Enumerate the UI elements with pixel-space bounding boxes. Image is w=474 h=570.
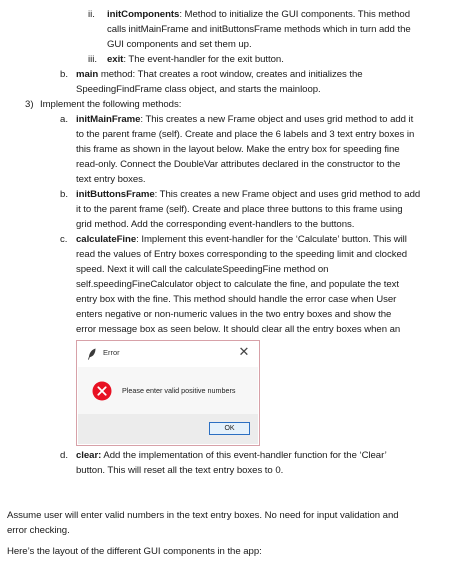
assumption-line-2: error checking. bbox=[7, 525, 70, 536]
dialog-body bbox=[78, 367, 258, 415]
item-ii-marker: ii. bbox=[88, 9, 95, 20]
item-b-main-line-2: SpeedingFindFrame class object, and starts the mainloop. bbox=[76, 84, 321, 95]
item-b-main-term: main bbox=[76, 69, 99, 80]
item-b-buttons-text-1: : This creates a new Frame object and uses grid method to add bbox=[154, 189, 421, 200]
item-c-term: calculateFine bbox=[76, 234, 137, 245]
item-iii-term: exit bbox=[107, 54, 124, 65]
item-d-marker: d. bbox=[60, 450, 69, 461]
item-c-line-6: enters negative or non-numeric values in the two entry boxes and show the bbox=[76, 309, 392, 320]
item-iii-text-1: : The event-handler for the exit button. bbox=[123, 54, 284, 65]
item-d-line-2: button. This will reset all the text entry boxes to 0. bbox=[76, 465, 284, 476]
item-a-marker: a. bbox=[60, 114, 69, 125]
item-b-main-text-1: method: That creates a root window, creates and initializes the bbox=[98, 69, 363, 80]
item-b-main-line-1 bbox=[76, 68, 363, 83]
item-ii-line-2: calls initMainFrame and initButtonsFrame methods which in turn add the bbox=[107, 24, 411, 35]
item-b-main-marker: b. bbox=[60, 69, 69, 80]
close-icon[interactable]: ✕ bbox=[238, 344, 250, 359]
dialog-message: Please enter valid positive numbers bbox=[122, 386, 236, 395]
dialog-title: Error bbox=[103, 348, 120, 357]
item-a-term: initMainFrame bbox=[76, 114, 141, 125]
assumption-line-1: Assume user will enter valid numbers in the text entry boxes. No need for input validation and bbox=[7, 510, 399, 521]
dialog-titlebar bbox=[77, 341, 259, 367]
item-c-line-7: error message box as seen below. It should clear all the entry boxes when an bbox=[76, 324, 401, 335]
dialog-footer bbox=[78, 414, 258, 444]
item-a-line-3: this frame as shown in the layout below. Make the entry box for speeding fine bbox=[76, 144, 400, 155]
section-3-heading: Implement the following methods: bbox=[40, 99, 182, 110]
item-d-line-1 bbox=[76, 449, 387, 464]
layout-intro: Here’s the layout of the different GUI components in the app: bbox=[7, 546, 262, 557]
item-c-line-1 bbox=[76, 233, 407, 248]
item-ii-line-3: GUI components and set them up. bbox=[107, 39, 252, 50]
error-icon bbox=[92, 381, 112, 401]
item-a-text-1: : This creates a new Frame object and uses grid method to add it bbox=[140, 114, 414, 125]
item-ii-line-1 bbox=[107, 8, 410, 23]
item-b-buttons-line-1 bbox=[76, 188, 420, 203]
item-b-buttons-marker: b. bbox=[60, 189, 69, 200]
item-c-line-2: read the values of Entry boxes corresponding to the speeding limit and clocked bbox=[76, 249, 408, 260]
item-iii-marker: iii. bbox=[88, 54, 98, 65]
section-3-marker: 3) bbox=[25, 99, 34, 110]
error-dialog bbox=[76, 340, 260, 446]
item-c-line-3: speed. Next it will call the calculateSpeedingFine method on bbox=[76, 264, 329, 275]
item-d-term: clear: bbox=[76, 450, 102, 461]
item-c-marker: c. bbox=[60, 234, 68, 245]
item-iii-line-1 bbox=[107, 53, 284, 68]
item-b-buttons-line-2: it to the parent frame (self). Create and place three buttons to this frame using bbox=[76, 204, 403, 215]
item-c-line-5: entry box with the fine. This method should handle the error case when User bbox=[76, 294, 397, 305]
item-d-text-1: Add the implementation of this event-handler function for the ‘Clear’ bbox=[101, 450, 387, 461]
item-a-line-4: read-only. Connect the DoubleVar attributes declared in the constructor to the bbox=[76, 159, 401, 170]
item-a-line-1 bbox=[76, 113, 413, 128]
item-b-buttons-line-3: grid method. Add the corresponding event-handlers to the buttons. bbox=[76, 219, 355, 230]
item-a-line-2: to the parent frame (self). Create and place the 6 labels and 3 text entry boxes in bbox=[76, 129, 415, 140]
item-ii-text-1: : Method to initialize the GUI components. This method bbox=[179, 9, 411, 20]
item-a-line-5: text entry boxes. bbox=[76, 174, 146, 185]
item-ii-term: initComponents bbox=[107, 9, 180, 20]
item-c-text-1: : Implement this event-handler for the ‘Calculate’ button. This will bbox=[136, 234, 407, 245]
feather-icon bbox=[87, 348, 97, 360]
ok-button[interactable]: OK bbox=[209, 422, 250, 435]
item-b-buttons-term: initButtonsFrame bbox=[76, 189, 155, 200]
item-c-line-4: self.speedingFineCalculator object to calculate the fine, and populate the text bbox=[76, 279, 399, 290]
